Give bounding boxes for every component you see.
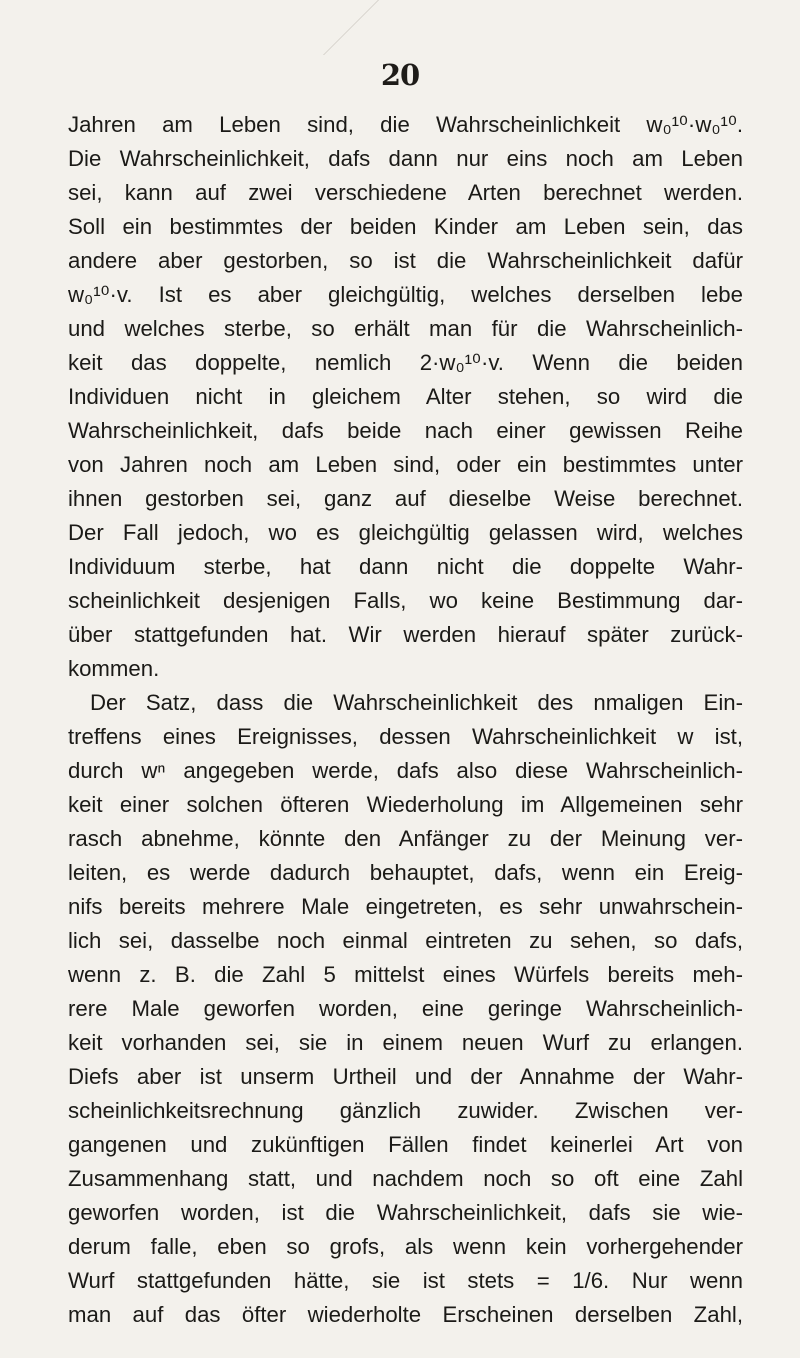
text-line: von Jahren noch am Leben sind, oder ein bestimmtes unter: [68, 452, 743, 477]
text-line: Der Fall jedoch, wo es gleichgültig gelassen wird, welches: [68, 520, 743, 545]
text-line: kommen.: [68, 656, 160, 681]
text-line: gangenen und zukünftigen Fällen findet keinerlei Art von: [68, 1132, 743, 1157]
text-line: Jahren am Leben sind, die Wahrscheinlichkeit w₀¹⁰·w₀¹⁰.: [68, 112, 743, 137]
text-line: Diefs aber ist unserm Urtheil und der Annahme der Wahr-: [68, 1064, 743, 1089]
text-line: w₀¹⁰·v. Ist es aber gleichgültig, welches derselben lebe: [68, 282, 743, 307]
text-line: geworfen worden, ist die Wahrscheinlichkeit, dafs sie wie-: [68, 1200, 743, 1225]
text-line: scheinlichkeitsrechnung gänzlich zuwider. Zwischen ver-: [68, 1098, 743, 1123]
text-line: scheinlichkeit desjenigen Falls, wo keine Bestimmung dar-: [68, 588, 743, 613]
text-line: andere aber gestorben, so ist die Wahrscheinlichkeit dafür: [68, 248, 743, 273]
text-line: und welches sterbe, so erhält man für die Wahrscheinlich-: [68, 316, 743, 341]
text-line: treffens eines Ereignisses, dessen Wahrscheinlichkeit w ist,: [68, 724, 743, 749]
text-line: durch wⁿ angegeben werde, dafs also diese Wahrscheinlich-: [68, 758, 743, 783]
text-line: Individuum sterbe, hat dann nicht die doppelte Wahr-: [68, 554, 743, 579]
text-line: wenn z. B. die Zahl 5 mittelst eines Würfels bereits meh-: [68, 962, 743, 987]
text-line: man auf das öfter wiederholte Erscheinen derselben Zahl,: [68, 1302, 743, 1327]
page-number: 20: [380, 58, 420, 92]
text-line: keit vorhanden sei, sie in einem neuen Wurf zu erlangen.: [68, 1030, 743, 1055]
text-line: Der Satz, dass die Wahrscheinlichkeit des nmaligen Ein-: [90, 690, 743, 715]
text-line: Soll ein bestimmtes der beiden Kinder am Leben sein, das: [68, 214, 743, 239]
text-line: leiten, es werde dadurch behauptet, dafs, wenn ein Ereig-: [68, 860, 743, 885]
text-line: lich sei, dasselbe noch einmal eintreten zu sehen, so dafs,: [68, 928, 743, 953]
text-line: nifs bereits mehrere Male eingetreten, es sehr unwahrschein-: [68, 894, 743, 919]
text-line: rere Male geworfen worden, eine geringe Wahrscheinlich-: [68, 996, 743, 1021]
text-line: Wahrscheinlichkeit, dafs beide nach einer gewissen Reihe: [68, 418, 743, 443]
text-line: Die Wahrscheinlichkeit, dafs dann nur eins noch am Leben: [68, 146, 743, 171]
text-line: derum falle, eben so grofs, als wenn kein vorhergehender: [68, 1234, 743, 1259]
body-text: [68, 108, 743, 1332]
text-line: keit einer solchen öfteren Wiederholung im Allgemeinen sehr: [68, 792, 743, 817]
text-line: Wurf stattgefunden hätte, sie ist stets = 1/6. Nur wenn: [68, 1268, 743, 1293]
page-fold-mark: [323, 0, 439, 55]
text-line: über stattgefunden hat. Wir werden hierauf später zurück-: [68, 622, 743, 647]
text-line: rasch abnehme, könnte den Anfänger zu der Meinung ver-: [68, 826, 743, 851]
text-line: sei, kann auf zwei verschiedene Arten berechnet werden.: [68, 180, 743, 205]
text-line: ihnen gestorben sei, ganz auf dieselbe Weise berechnet.: [68, 486, 743, 511]
text-line: keit das doppelte, nemlich 2·w₀¹⁰·v. Wenn die beiden: [68, 350, 743, 375]
text-line: Individuen nicht in gleichem Alter stehen, so wird die: [68, 384, 743, 409]
text-line: Zusammenhang statt, und nachdem noch so oft eine Zahl: [68, 1166, 743, 1191]
